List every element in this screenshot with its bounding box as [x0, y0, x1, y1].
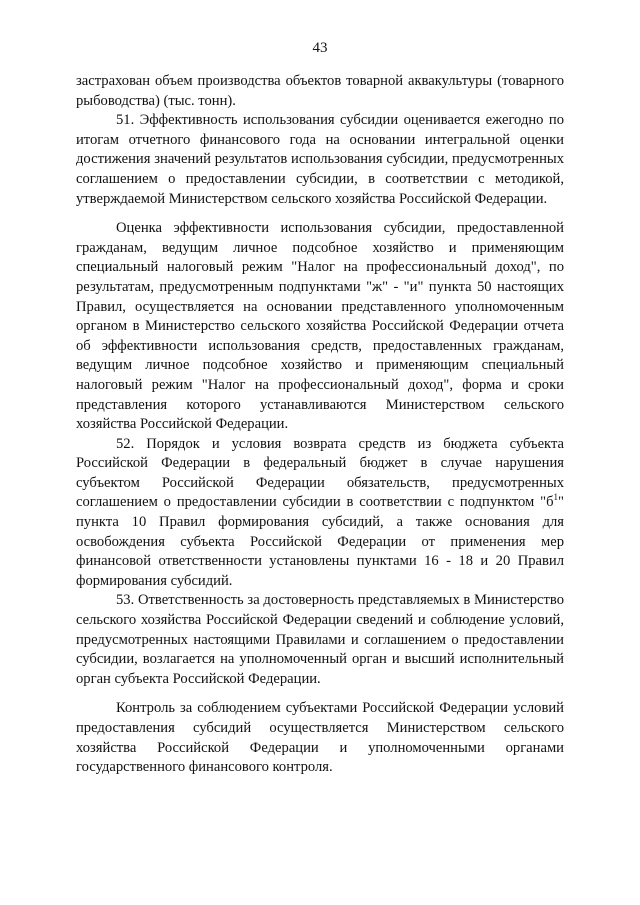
- paragraph-52-text-after: " пункта 10 Правил формирования субсидий, а также основания для освобождения субъекта Российской Федерации от применения мер финансовой ответственности установлены пунктами 16 - 18 и 20 Правил формирования субсидий.: [76, 494, 564, 589]
- page-number: 43: [312, 40, 328, 56]
- document-body: [76, 72, 564, 778]
- paragraph-control: Контроль за соблюдением субъектами Российской Федерации условий предоставления субсидий осуществляется Министерством сельского хозяйства Российской Федерации и уполномоченными органами государственного финансового контроля.: [76, 700, 564, 776]
- paragraph-52: [76, 435, 564, 592]
- paragraph-continuation: застрахован объем производства объектов товарной аквакультуры (товарного рыбоводства) (тыс. тонн).: [76, 73, 564, 109]
- paragraph-51: 51. Эффективность использования субсидии оценивается ежегодно по итогам отчетного финансового года на основании интегральной оценки достижения значений результатов использования субсидии, предусмотренных соглашением о предоставлении субсидии, в соответствии с методикой, утверждаемой Министерством сельского хозяйства Российской Федерации.: [76, 112, 564, 207]
- paragraph-52-text-before: 52. Порядок и условия возврата средств из бюджета субъекта Российской Федерации в федеральный бюджет в случае нарушения субъектом Российской Федерации обязательств, предусмотренных соглашением о предоставлении субсидии в соответствии с подпунктом "б: [76, 435, 564, 511]
- paragraph-52-superscript: 1: [553, 492, 559, 503]
- paragraph-evaluation: Оценка эффективности использования субсидии, предоставленной гражданам, ведущим личное подсобное хозяйство и применяющим специальный налоговый режим "Налог на профессиональный доход", по результатам, предусмотренным подпунктами "ж" - "и" пункта 50 настоящих Правил, осуществляется на основании представленного уполномоченным органом в Министерство сельского хозяйства Российской Федерации отчета об эффективности использования средств, предоставленных гражданам, ведущим личное подсобное хозяйство и применяющим специальный налоговый режим "Налог на профессиональный доход", форма и сроки представления которого устанавливаются Министерством сельского хозяйства Российской Федерации.: [76, 220, 564, 433]
- paragraph-53: 53. Ответственность за достоверность представляемых в Министерство сельского хозяйства Российской Федерации сведений и соблюдение условий, предусмотренных настоящими Правилами и соглашением о предоставлении субсидии, возлагается на уполномоченный орган и высший исполнительный орган субъекта Российской Федерации.: [76, 592, 564, 687]
